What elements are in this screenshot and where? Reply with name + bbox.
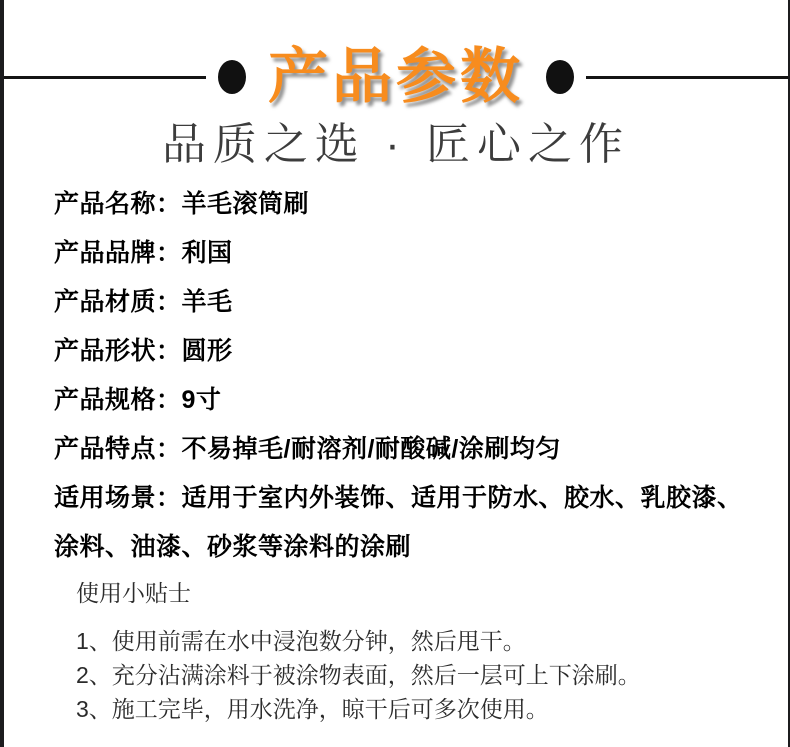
spec-row-features: [54, 425, 748, 474]
tips-list: [76, 624, 758, 726]
header-dot-left-icon: [218, 60, 246, 94]
spec-label: 产品规格：: [54, 386, 182, 414]
spec-value: 圆形: [181, 337, 233, 365]
spec-label: 产品形状：: [54, 337, 182, 365]
header-dot-right-icon: [546, 60, 574, 94]
header-rule-left: [4, 76, 206, 79]
spec-row-material: [54, 278, 748, 327]
spec-value: 9寸: [181, 386, 222, 414]
header-rule-right: [586, 76, 788, 79]
page-subtitle: 品质之选 · 匠心之作: [161, 120, 631, 169]
spec-value: 利国: [181, 239, 233, 267]
spec-label: 产品名称：: [54, 190, 182, 218]
spec-row-brand: [54, 229, 748, 278]
tip-item-2: 2、充分沾满涂料于被涂物表面，然后一层可上下涂刷。: [76, 662, 641, 688]
spec-label: 适用场景：: [54, 484, 182, 512]
spec-list: [4, 180, 788, 572]
spec-value: 适用于室内外装饰、适用于防水、胶水、乳胶漆、涂料、油漆、砂浆等涂料的涂刷: [54, 484, 743, 561]
spec-label: 产品品牌：: [54, 239, 182, 267]
page-title: 产品参数: [268, 43, 524, 110]
spec-row-shape: [54, 327, 748, 376]
spec-value: 羊毛滚筒刷: [181, 190, 310, 218]
spec-row-size: [54, 376, 748, 425]
spec-row-product-name: [54, 180, 748, 229]
spec-row-use-cases: [54, 474, 748, 572]
usage-tips-section: [4, 578, 788, 726]
tips-heading: 使用小贴士: [76, 580, 191, 606]
section-header: [4, 36, 788, 118]
tip-item-3: 3、施工完毕，用水洗净，晾干后可多次使用。: [76, 696, 549, 722]
spec-label: 产品材质：: [54, 288, 182, 316]
spec-value: 羊毛: [181, 288, 233, 316]
spec-label: 产品特点：: [54, 435, 182, 463]
spec-value: 不易掉毛/耐溶剂/耐酸碱/涂刷均匀: [181, 435, 561, 463]
tip-item-1: 1、使用前需在水中浸泡数分钟，然后甩干。: [76, 628, 526, 654]
